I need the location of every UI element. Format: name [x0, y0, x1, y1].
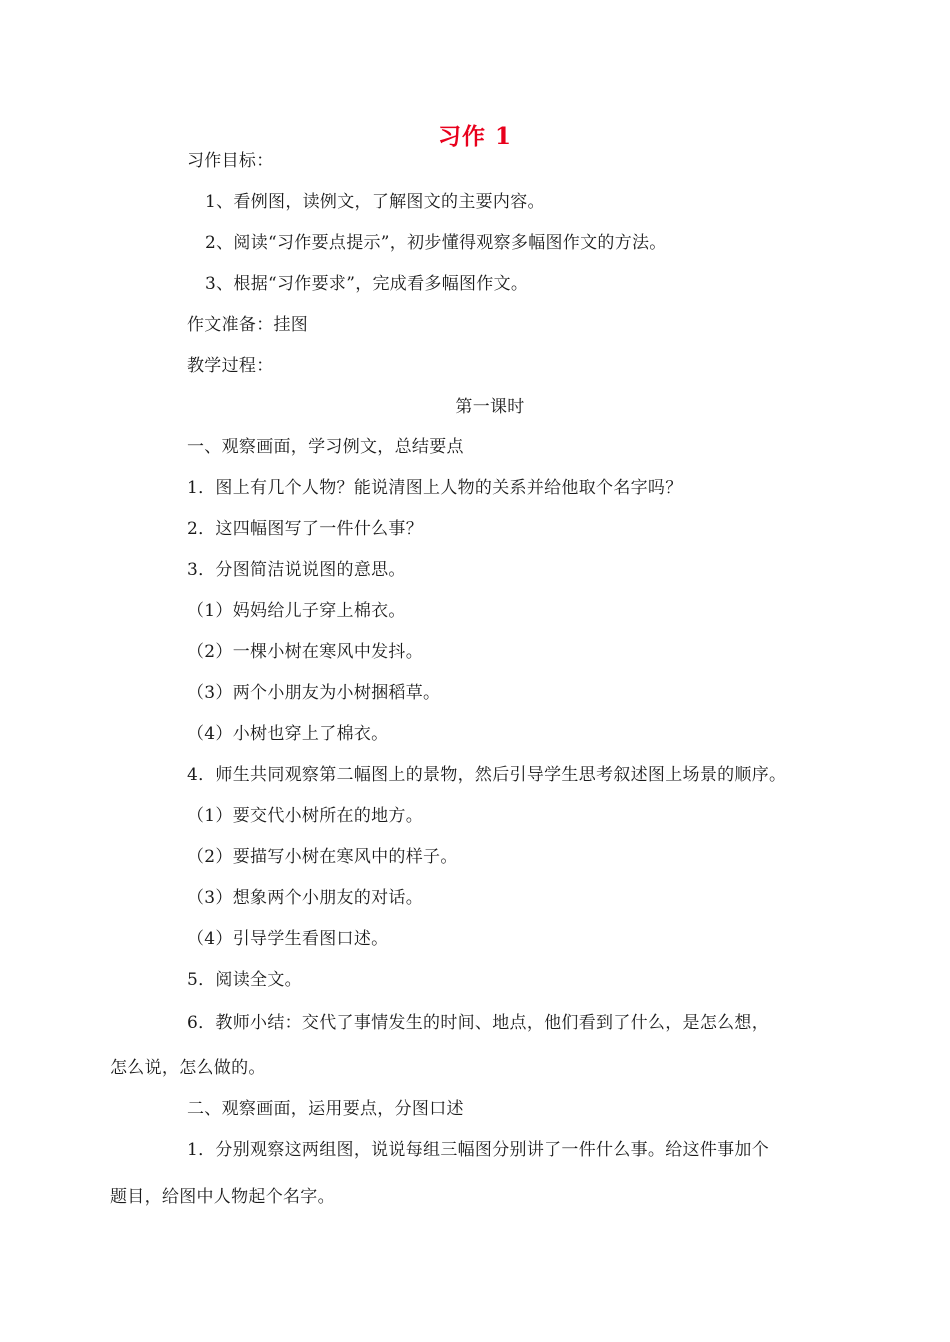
lesson-title: 第一课时 — [455, 397, 525, 417]
sub-item: （1）要交代小树所在的地方。 — [187, 806, 424, 826]
sub-item: （1）妈妈给儿子穿上棉衣。 — [187, 601, 406, 621]
objective-item: 3、根据“习作要求”，完成看多幅图作文。 — [205, 274, 529, 294]
objectives-heading: 习作目标： — [187, 151, 274, 171]
preparation-line: 作文准备：挂图 — [187, 315, 309, 335]
question-line: 4．师生共同观察第二幅图上的景物，然后引导学生思考叙述图上场景的顺序。 — [187, 765, 787, 785]
sub-item: （2）要描写小树在寒风中的样子。 — [187, 847, 458, 867]
sub-item: （4）引导学生看图口述。 — [187, 929, 389, 949]
question-line: 2．这四幅图写了一件什么事？ — [187, 519, 424, 539]
objective-item: 1、看例图，读例文，了解图文的主要内容。 — [205, 192, 545, 212]
process-heading: 教学过程： — [187, 356, 274, 376]
sub-item: （3）两个小朋友为小树捆稻草。 — [187, 683, 441, 703]
sub-item: （4）小树也穿上了棉衣。 — [187, 724, 389, 744]
question-line: 1．分别观察这两组图，说说每组三幅图分别讲了一件什么事。给这件事加个 — [187, 1140, 770, 1160]
question-line-continued: 题目，给图中人物起个名字。 — [110, 1187, 335, 1207]
sub-item: （2）一棵小树在寒风中发抖。 — [187, 642, 424, 662]
question-line: 3．分图简洁说说图的意思。 — [187, 560, 406, 580]
objective-item: 2、阅读“习作要点提示”，初步懂得观察多幅图作文的方法。 — [205, 233, 667, 253]
summary-line-continued: 怎么说，怎么做的。 — [110, 1058, 266, 1078]
section-heading: 二、观察画面，运用要点，分图口述 — [187, 1099, 464, 1119]
sub-item: （3）想象两个小朋友的对话。 — [187, 888, 424, 908]
summary-line: 6．教师小结：交代了事情发生的时间、地点，他们看到了什么，是怎么想， — [187, 1013, 770, 1033]
document-title: 习作 1 — [437, 123, 512, 150]
section-heading: 一、观察画面，学习例文，总结要点 — [187, 437, 464, 457]
question-line: 1．图上有几个人物？能说清图上人物的关系并给他取个名字吗？ — [187, 478, 683, 498]
question-line: 5．阅读全文。 — [187, 970, 302, 990]
